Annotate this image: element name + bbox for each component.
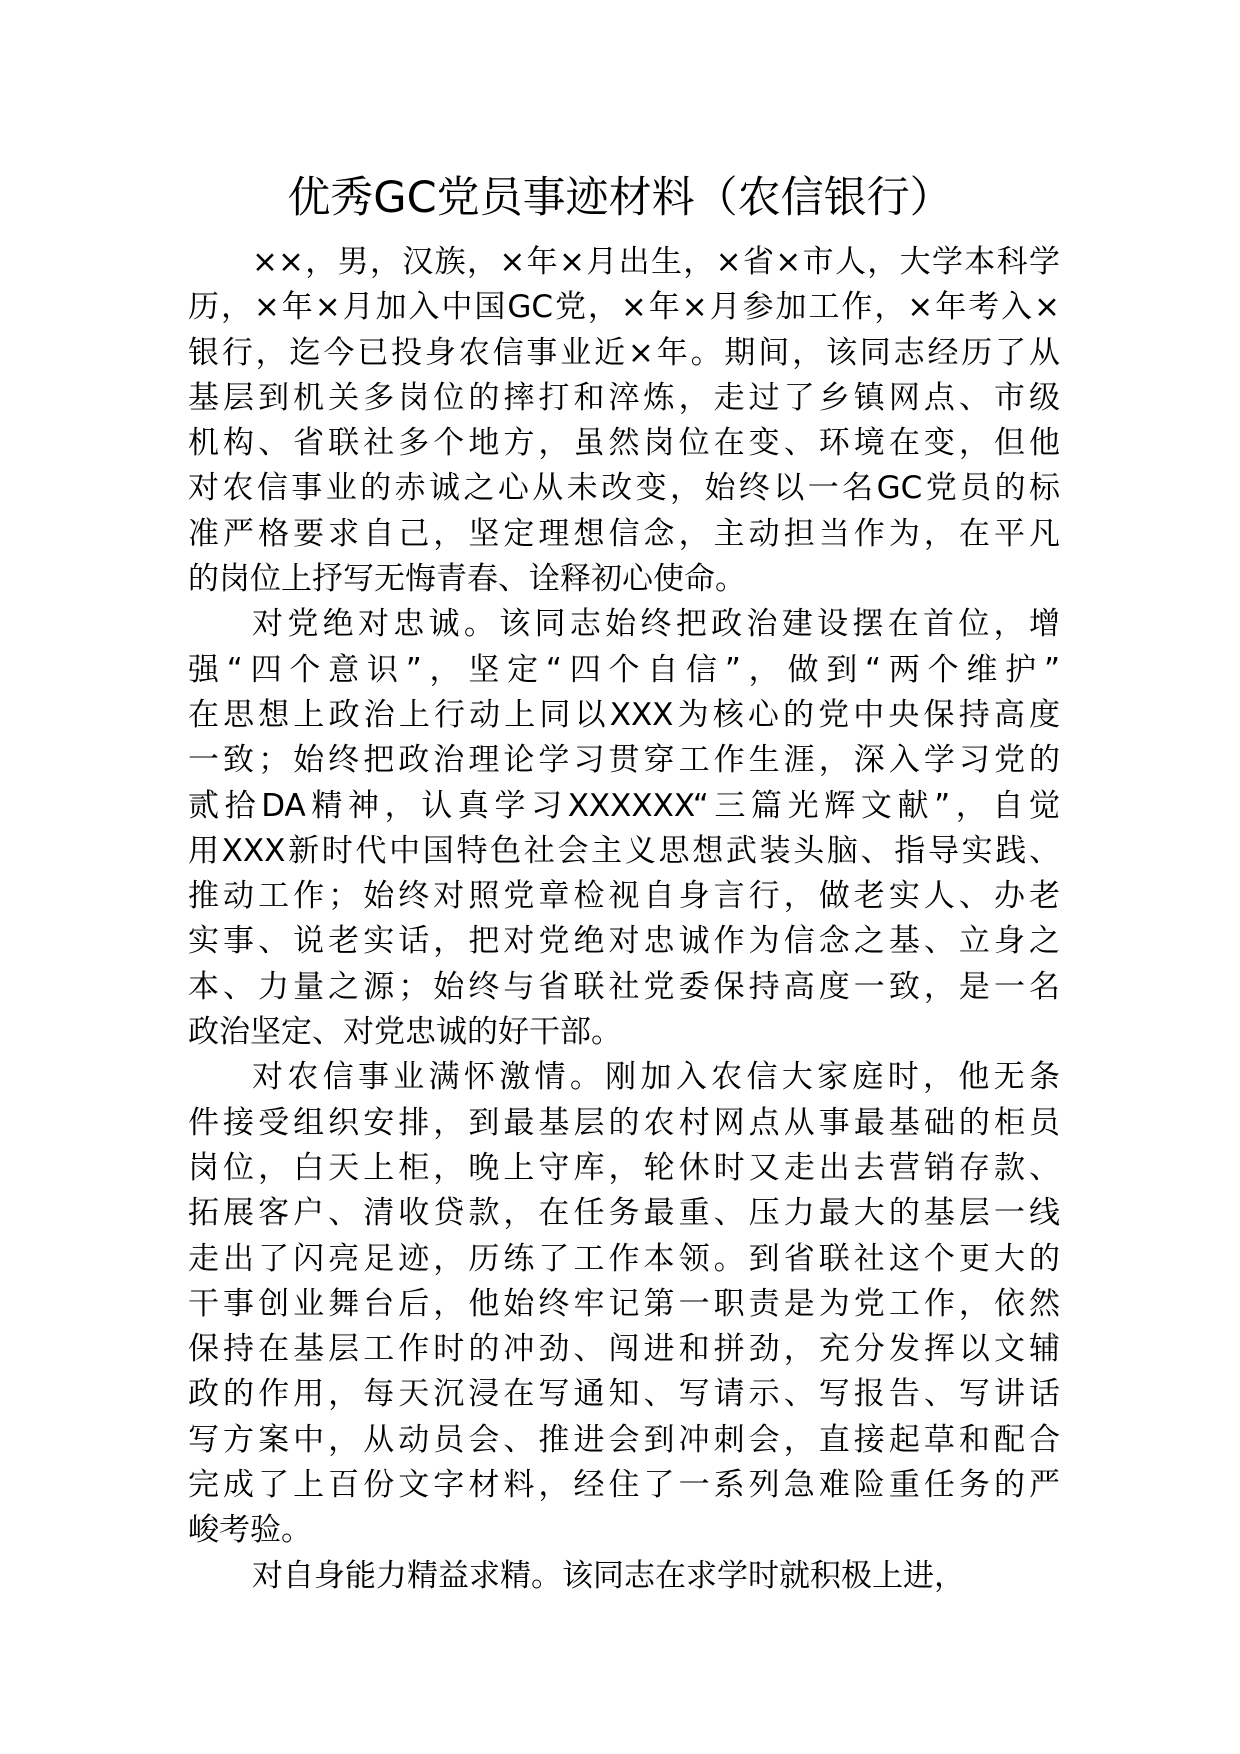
text-line: 走出了闪亮足迹，历练了工作本领。到省联社这个更大的 (188, 1240, 1060, 1277)
text-line: 政治坚定、对党忠诚的好干部。 (188, 1014, 622, 1051)
document-title: 优秀GC党员事迹材料（农信银行） (287, 173, 953, 223)
text-line: 对自身能力精益求精。该同志在求学时就积极上进， (252, 1557, 965, 1594)
text-line: 完成了上百份文字材料，经住了一系列急难险重任务的严 (188, 1467, 1060, 1504)
text-line: 历，×年×月加入中国GC党，×年×月参加工作，×年考入× (188, 289, 1060, 326)
text-line: 对农信事业满怀激情。刚加入农信大家庭时，他无条 (252, 1059, 1060, 1096)
paragraph-passion (188, 1055, 1060, 1553)
paragraph-ability (188, 1554, 1060, 1599)
text-line: 对党绝对忠诚。该同志始终把政治建设摆在首位，增 (252, 606, 1060, 643)
document-body (188, 240, 1060, 1599)
text-line: 推动工作；始终对照党章检视自身言行，做老实人、办老 (188, 878, 1060, 915)
text-line: 的岗位上抒写无悔青春、诠释初心使命。 (188, 561, 746, 598)
text-line: 用XXX新时代中国特色社会主义思想武装头脑、指导实践、 (188, 832, 1060, 869)
text-line: 基层到机关多岗位的摔打和淬炼，走过了乡镇网点、市级 (188, 379, 1060, 416)
text-line: 准严格要求自己，坚定理想信念，主动担当作为，在平凡 (188, 515, 1060, 552)
text-line: 件接受组织安排，到最基层的农村网点从事最基础的柜员 (188, 1104, 1060, 1141)
text-line: 写方案中，从动员会、推进会到冲刺会，直接起草和配合 (188, 1421, 1060, 1458)
text-line: 银行，迄今已投身农信事业近×年。期间，该同志经历了从 (188, 334, 1060, 371)
text-line: 在思想上政治上行动上同以XXX为核心的党中央保持高度 (188, 696, 1060, 733)
text-line: 强“四个意识”，坚定“四个自信”，做到“两个维护” (188, 651, 1060, 688)
text-line: 对农信事业的赤诚之心从未改变，始终以一名GC党员的标 (188, 470, 1060, 507)
text-line: ××，男，汉族，×年×月出生，×省×市人，大学本科学 (252, 244, 1060, 280)
text-line: 贰拾DA精神，认真学习XXXXXX“三篇光辉文献”，自觉 (188, 787, 1060, 824)
text-line: 岗位，白天上柜，晚上守库，轮休时又走出去营销存款、 (188, 1149, 1060, 1186)
paragraph-intro (188, 240, 1060, 602)
text-line: 拓展客户、清收贷款，在任务最重、压力最大的基层一线 (188, 1195, 1060, 1232)
text-line: 本、力量之源；始终与省联社党委保持高度一致，是一名 (188, 968, 1060, 1005)
text-line: 一致；始终把政治理论学习贯穿工作生涯，深入学习党的 (188, 742, 1060, 779)
text-line: 机构、省联社多个地方，虽然岗位在变、环境在变，但他 (188, 425, 1060, 462)
text-line: 干事创业舞台后，他始终牢记第一职责是为党工作，依然 (188, 1285, 1060, 1322)
text-line: 保持在基层工作时的冲劲、闯进和拼劲，充分发挥以文辅 (188, 1331, 1060, 1368)
text-line: 政的作用，每天沉浸在写通知、写请示、写报告、写讲话 (188, 1376, 1060, 1413)
text-line: 实事、说老实话，把对党绝对忠诚作为信念之基、立身之 (188, 923, 1060, 960)
paragraph-loyalty (188, 602, 1060, 1055)
text-line: 峻考验。 (188, 1512, 312, 1549)
